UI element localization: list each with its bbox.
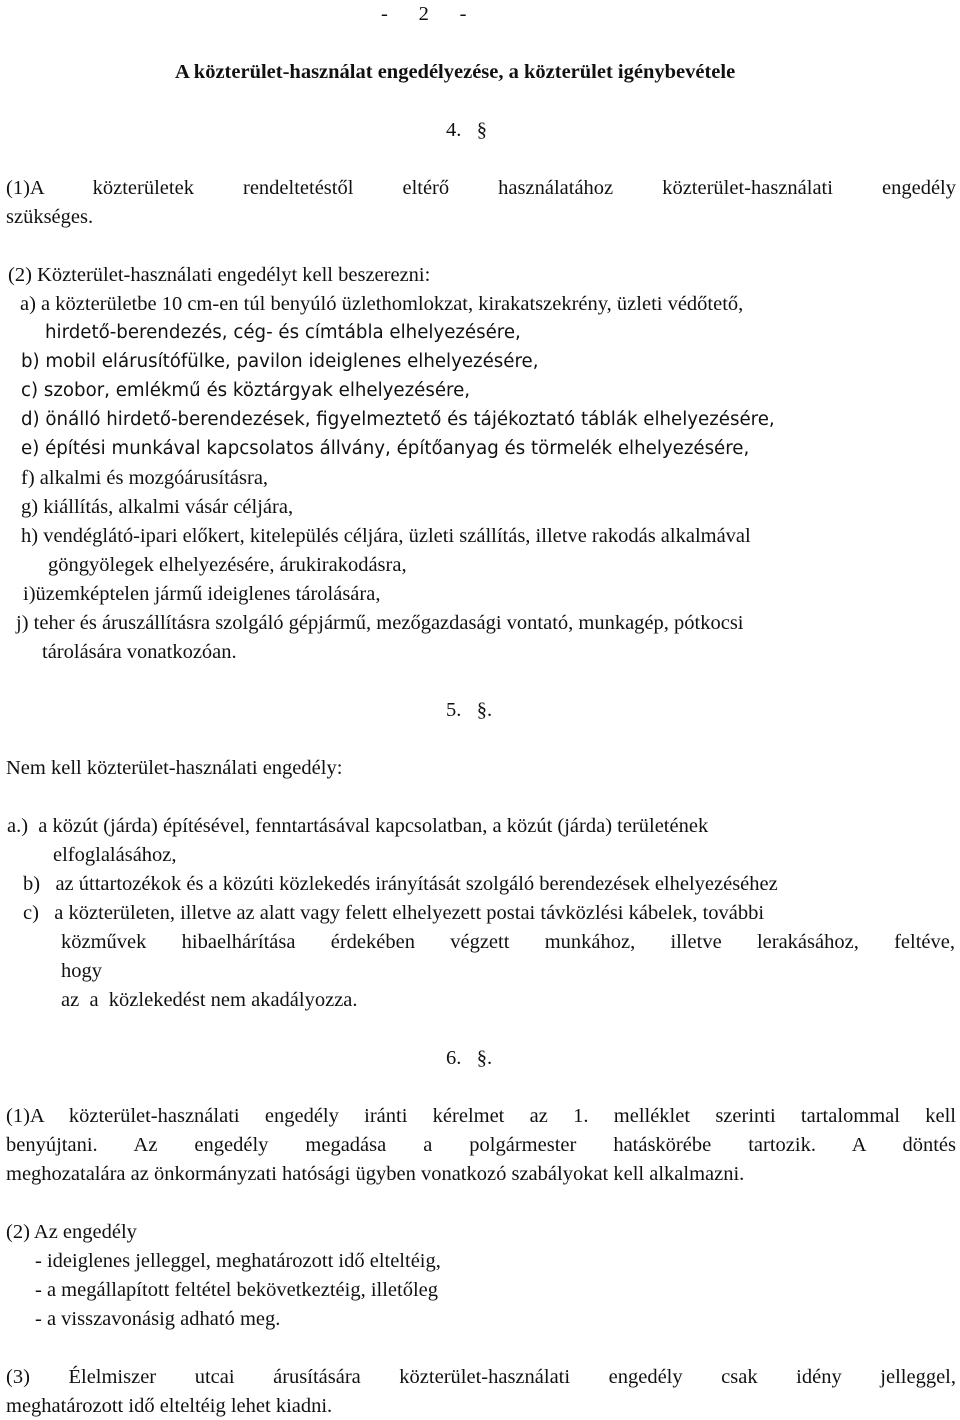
sec5-item-c: c) a közterületen, illetve az alatt vagy felett elhelyezett postai távközlési kábelek, további bbox=[23, 902, 765, 924]
sec6-p1-line3: meghozatalára az önkormányzati hatósági ügyben vonatkozó szabályokat kell alkalmazni. bbox=[6, 1163, 745, 1185]
sec4-item-h: h) vendéglátó-ipari előkert, kitelepülés céljára, üzleti szállítás, illetve rakodás alkalmával bbox=[21, 525, 751, 547]
sec4-item-i: i)üzemképtelen jármű ideiglenes tárolására, bbox=[23, 583, 381, 605]
sec4-p2: (2) Közterület-használati engedélyt kell beszerezni: bbox=[8, 264, 431, 286]
sec4-p1-line2: szükséges. bbox=[6, 206, 94, 228]
sec6-p2: (2) Az engedély bbox=[6, 1221, 137, 1243]
sec5-item-c-cont3: az a közlekedést nem akadályozza. bbox=[61, 989, 358, 1011]
sec4-p1-line1: (1)A közterületek rendeltetéstől eltérő használatához közterület-használati engedély bbox=[6, 177, 956, 199]
sec6-p1-line1: (1)A közterület-használati engedély iránti kérelmet az 1. melléklet szerinti tartalommal kell bbox=[6, 1105, 956, 1127]
section-4-heading: 4. § bbox=[446, 119, 487, 141]
sec4-item-a-cont: hirdető-berendezés, cég- és címtábla elhelyezésére, bbox=[45, 322, 521, 343]
page-number: - 2 - bbox=[381, 3, 467, 25]
sec5-item-b: b) az úttartozékok és a közúti közlekedés irányítását szolgáló berendezések elhelyezéséhez bbox=[23, 873, 778, 895]
sec5-item-c-cont1: közművek hibaelhárítása érdekében végzett munkához, illetve lerakásához, feltéve, bbox=[61, 931, 955, 953]
sec5-intro: Nem kell közterület-használati engedély: bbox=[6, 757, 343, 779]
chapter-title: A közterület-használat engedélyezése, a közterület igénybevétele bbox=[175, 61, 736, 83]
sec4-item-f: f) alkalmi és mozgóárusításra, bbox=[21, 467, 269, 489]
sec4-item-j-cont: tárolására vonatkozóan. bbox=[42, 641, 237, 663]
sec4-item-d: d) önálló hirdető-berendezések, figyelmeztető és tájékoztató táblák elhelyezésére, bbox=[21, 409, 775, 430]
sec4-item-h-cont: göngyölegek elhelyezésére, árukirakodásra, bbox=[48, 554, 407, 576]
section-6-heading: 6. §. bbox=[446, 1047, 493, 1069]
sec6-p3-line1: (3) Élelmiszer utcai árusítására közterület-használati engedély csak idény jelleggel, bbox=[6, 1366, 956, 1388]
sec6-p2-item3: - a visszavonásig adható meg. bbox=[35, 1308, 281, 1330]
sec6-p1-line2: benyújtani. Az engedély megadása a polgármester hatáskörébe tartozik. A döntés bbox=[6, 1134, 956, 1156]
sec5-item-a-cont: elfoglalásához, bbox=[53, 844, 177, 866]
sec4-item-a: a) a közterületbe 10 cm-en túl benyúló üzlethomlokzat, kirakatszekrény, üzleti védőtető, bbox=[20, 293, 744, 315]
sec6-p3-line2: meghatározott idő elteltéig lehet kiadni. bbox=[6, 1395, 333, 1417]
sec5-item-a: a.) a közút (járda) építésével, fenntartásával kapcsolatban, a közút (járda) területének bbox=[7, 815, 709, 837]
sec4-item-e: e) építési munkával kapcsolatos állvány, építőanyag és törmelék elhelyezésére, bbox=[21, 438, 750, 459]
sec4-item-g: g) kiállítás, alkalmi vásár céljára, bbox=[21, 496, 294, 518]
sec6-p2-item1: - ideiglenes jelleggel, meghatározott idő elteltéig, bbox=[35, 1250, 441, 1272]
sec4-item-c: c) szobor, emlékmű és köztárgyak elhelyezésére, bbox=[21, 380, 471, 401]
section-5-heading: 5. §. bbox=[446, 699, 493, 721]
sec6-p2-item2: - a megállapított feltétel bekövetkeztéig, illetőleg bbox=[35, 1279, 439, 1301]
sec4-item-j: j) teher és áruszállításra szolgáló gépjármű, mezőgazdasági vontató, munkagép, pótkocsi bbox=[16, 612, 744, 634]
sec5-item-c-cont2: hogy bbox=[61, 960, 102, 982]
sec4-item-b: b) mobil elárusítófülke, pavilon ideiglenes elhelyezésére, bbox=[21, 351, 539, 372]
